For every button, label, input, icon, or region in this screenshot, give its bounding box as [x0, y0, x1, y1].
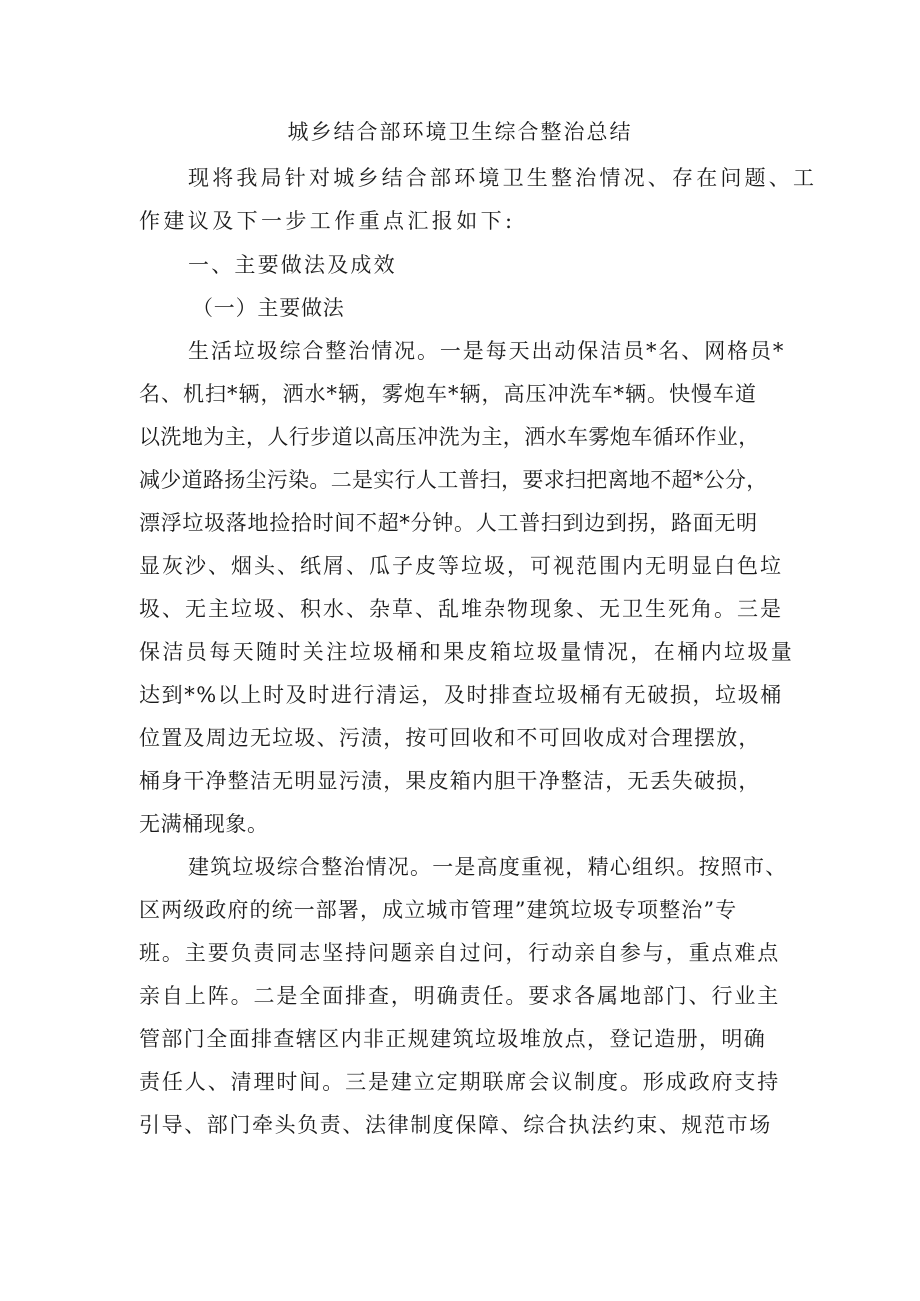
paragraph-line: 达到*%以上时及时进行清运，及时排查垃圾桶有无破损，垃圾桶	[139, 683, 783, 707]
paragraph-line: 以洗地为主，人行步道以高压冲洗为主，洒水车雾炮车循环作业，	[139, 425, 760, 449]
paragraph-line: 保洁员每天随时关注垃圾桶和果皮箱垃圾量情况，在桶内垃圾量	[139, 640, 795, 664]
subsection-heading: （一）主要做法	[192, 296, 345, 320]
paragraph-line: 引导、部门牵头负责、法律制度保障、综合执法约束、规范市场	[139, 1113, 772, 1137]
paragraph-line: 减少道路扬尘污染。二是实行人工普扫，要求扫把离地不超*公分，	[139, 468, 768, 492]
paragraph-line: 桶身干净整洁无明显污渍，果皮箱内胆干净整洁，无丢失破损，	[139, 769, 761, 793]
paragraph-line: 生活垃圾综合整治情况。一是每天出动保洁员*名、网格员*	[188, 339, 786, 363]
paragraph-line: 现将我局针对城乡结合部环境卫生整治情况、存在问题、工	[188, 166, 818, 190]
section-heading: 一、主要做法及成效	[188, 253, 397, 277]
paragraph-line: 班。主要负责同志坚持问题亲自过问，行动亲自参与，重点难点	[139, 941, 781, 965]
paragraph-line: 显灰沙、烟头、纸屑、瓜子皮等垃圾，可视范围内无明显白色垃	[139, 554, 783, 578]
paragraph-line: 亲自上阵。二是全面排查，明确责任。要求各属地部门、行业主	[139, 984, 781, 1008]
paragraph-line: 漂浮垃圾落地捡拾时间不超*分钟。人工普扫到边到拐，路面无明	[139, 511, 758, 535]
paragraph-line: 圾、无主垃圾、积水、杂草、乱堆杂物现象、无卫生死角。三是	[139, 597, 783, 621]
paragraph-line: 责任人、清理时间。三是建立定期联席会议制度。形成政府支持	[139, 1070, 781, 1094]
paragraph-line: 建筑垃圾综合整治情况。一是高度重视，精心组织。按照市、	[188, 855, 788, 879]
paragraph-line: 位置及周边无垃圾、污渍，按可回收和不可回收成对合理摆放，	[139, 726, 761, 750]
paragraph-line: 管部门全面排查辖区内非正规建筑垃圾堆放点，登记造册，明确	[139, 1027, 767, 1051]
paragraph-line: 名、机扫*辆，洒水*辆，雾炮车*辆，高压冲洗车*辆。快慢车道	[139, 382, 757, 406]
paragraph-line: 作建议及下一步工作重点汇报如下:	[139, 209, 516, 233]
paragraph-line: 区两级政府的统一部署，成立城市管理”建筑垃圾专项整治”专	[139, 898, 738, 922]
paragraph-line: 无满桶现象。	[139, 812, 269, 836]
document-title: 城乡结合部环境卫生综合整治总结	[287, 120, 633, 144]
